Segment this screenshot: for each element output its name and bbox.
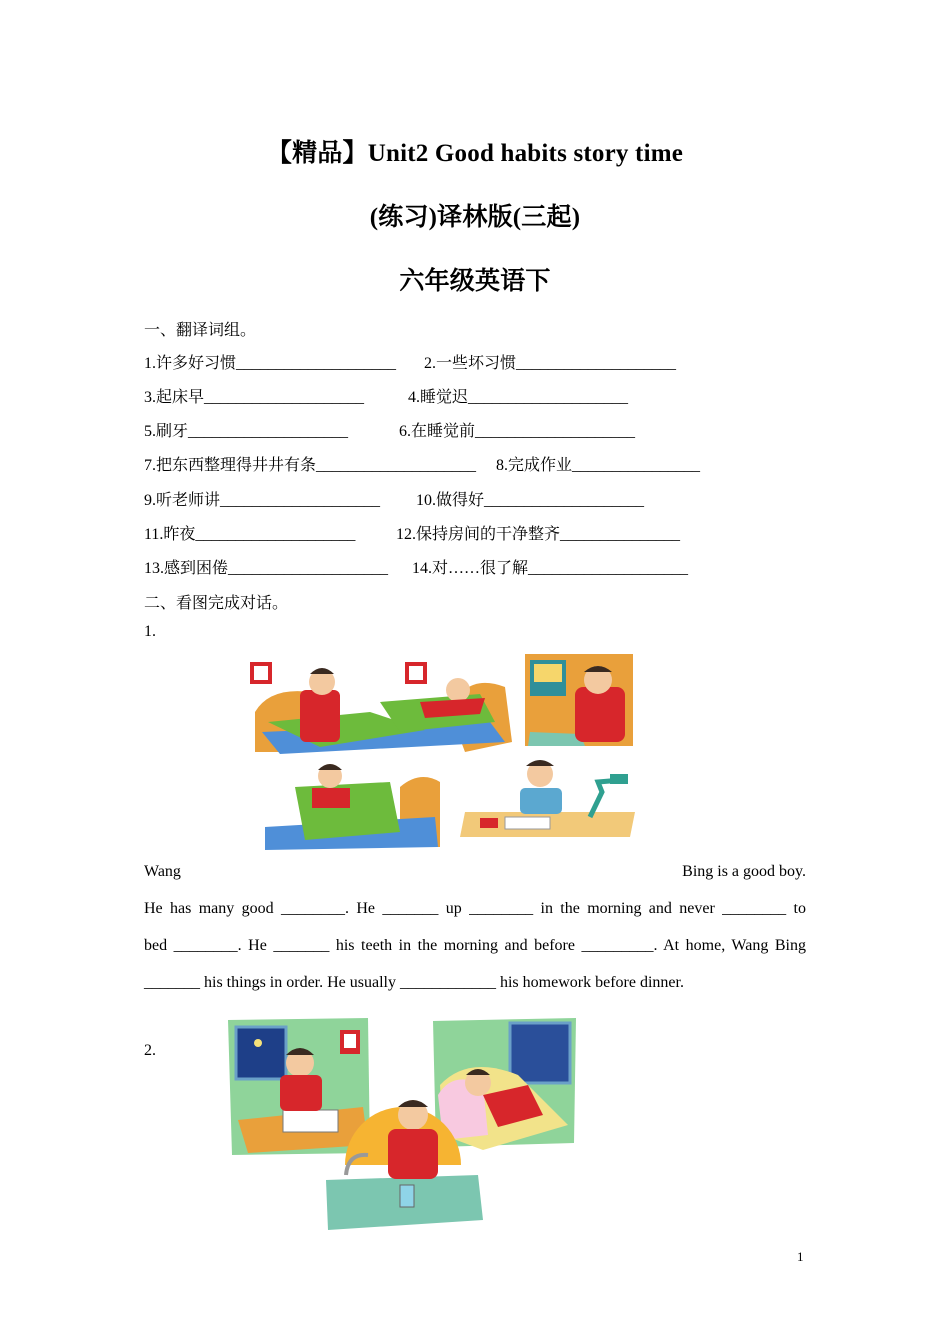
exercise-item: 3.起床早____________________ [144,389,365,406]
title-line-2: (练习)译林版(三起) [369,204,581,231]
paragraph-word-bing: Bing is a good boy. [682,863,806,880]
exercise-item: 7.把东西整理得井井有条____________________ [144,457,477,474]
exercise-item: 9.听老师讲____________________ [144,492,381,509]
illustration-good-habits [250,652,640,852]
section1-heading: 一、翻译词组。 [144,322,257,339]
exercise-item: 6.在睡觉前____________________ [399,423,636,440]
paragraph-line: _______ his things in order. He usually ____________ his homework before dinner. [144,974,684,991]
exercise-item: 4.睡觉迟____________________ [408,389,629,406]
question-1-label: 1. [144,623,156,640]
exercise-item: 5.刷牙____________________ [144,423,349,440]
illustration-bad-habits [228,1015,580,1231]
paragraph-line: He has many good ________. He _______ up ________ in the morning and never ________ to [144,900,806,917]
section2-heading: 二、看图完成对话。 [144,595,289,612]
exercise-item: 13.感到困倦____________________ [144,560,389,577]
page-number: 1 [797,1249,804,1264]
paragraph-word-wang: Wang [144,863,181,880]
exercise-item: 14.对……很了解____________________ [412,560,689,577]
exercise-item: 8.完成作业________________ [496,457,701,474]
paragraph-line: bed ________. He _______ his teeth in the morning and before _________. At home, Wang Bing [144,937,806,954]
title-line-3: 六年级英语下 [399,268,551,295]
exercise-item: 10.做得好____________________ [416,492,645,509]
exercise-item: 11.昨夜____________________ [144,526,356,543]
question-1-paragraph [144,853,806,1001]
title-line-1: 【精品】Unit2 Good habits story time [266,140,684,167]
exercise-item: 2.一些坏习惯____________________ [424,355,677,372]
question-2-label: 2. [144,1042,156,1059]
exercise-item: 12.保持房间的干净整齐_______________ [396,526,681,543]
exercise-item: 1.许多好习惯____________________ [144,355,397,372]
